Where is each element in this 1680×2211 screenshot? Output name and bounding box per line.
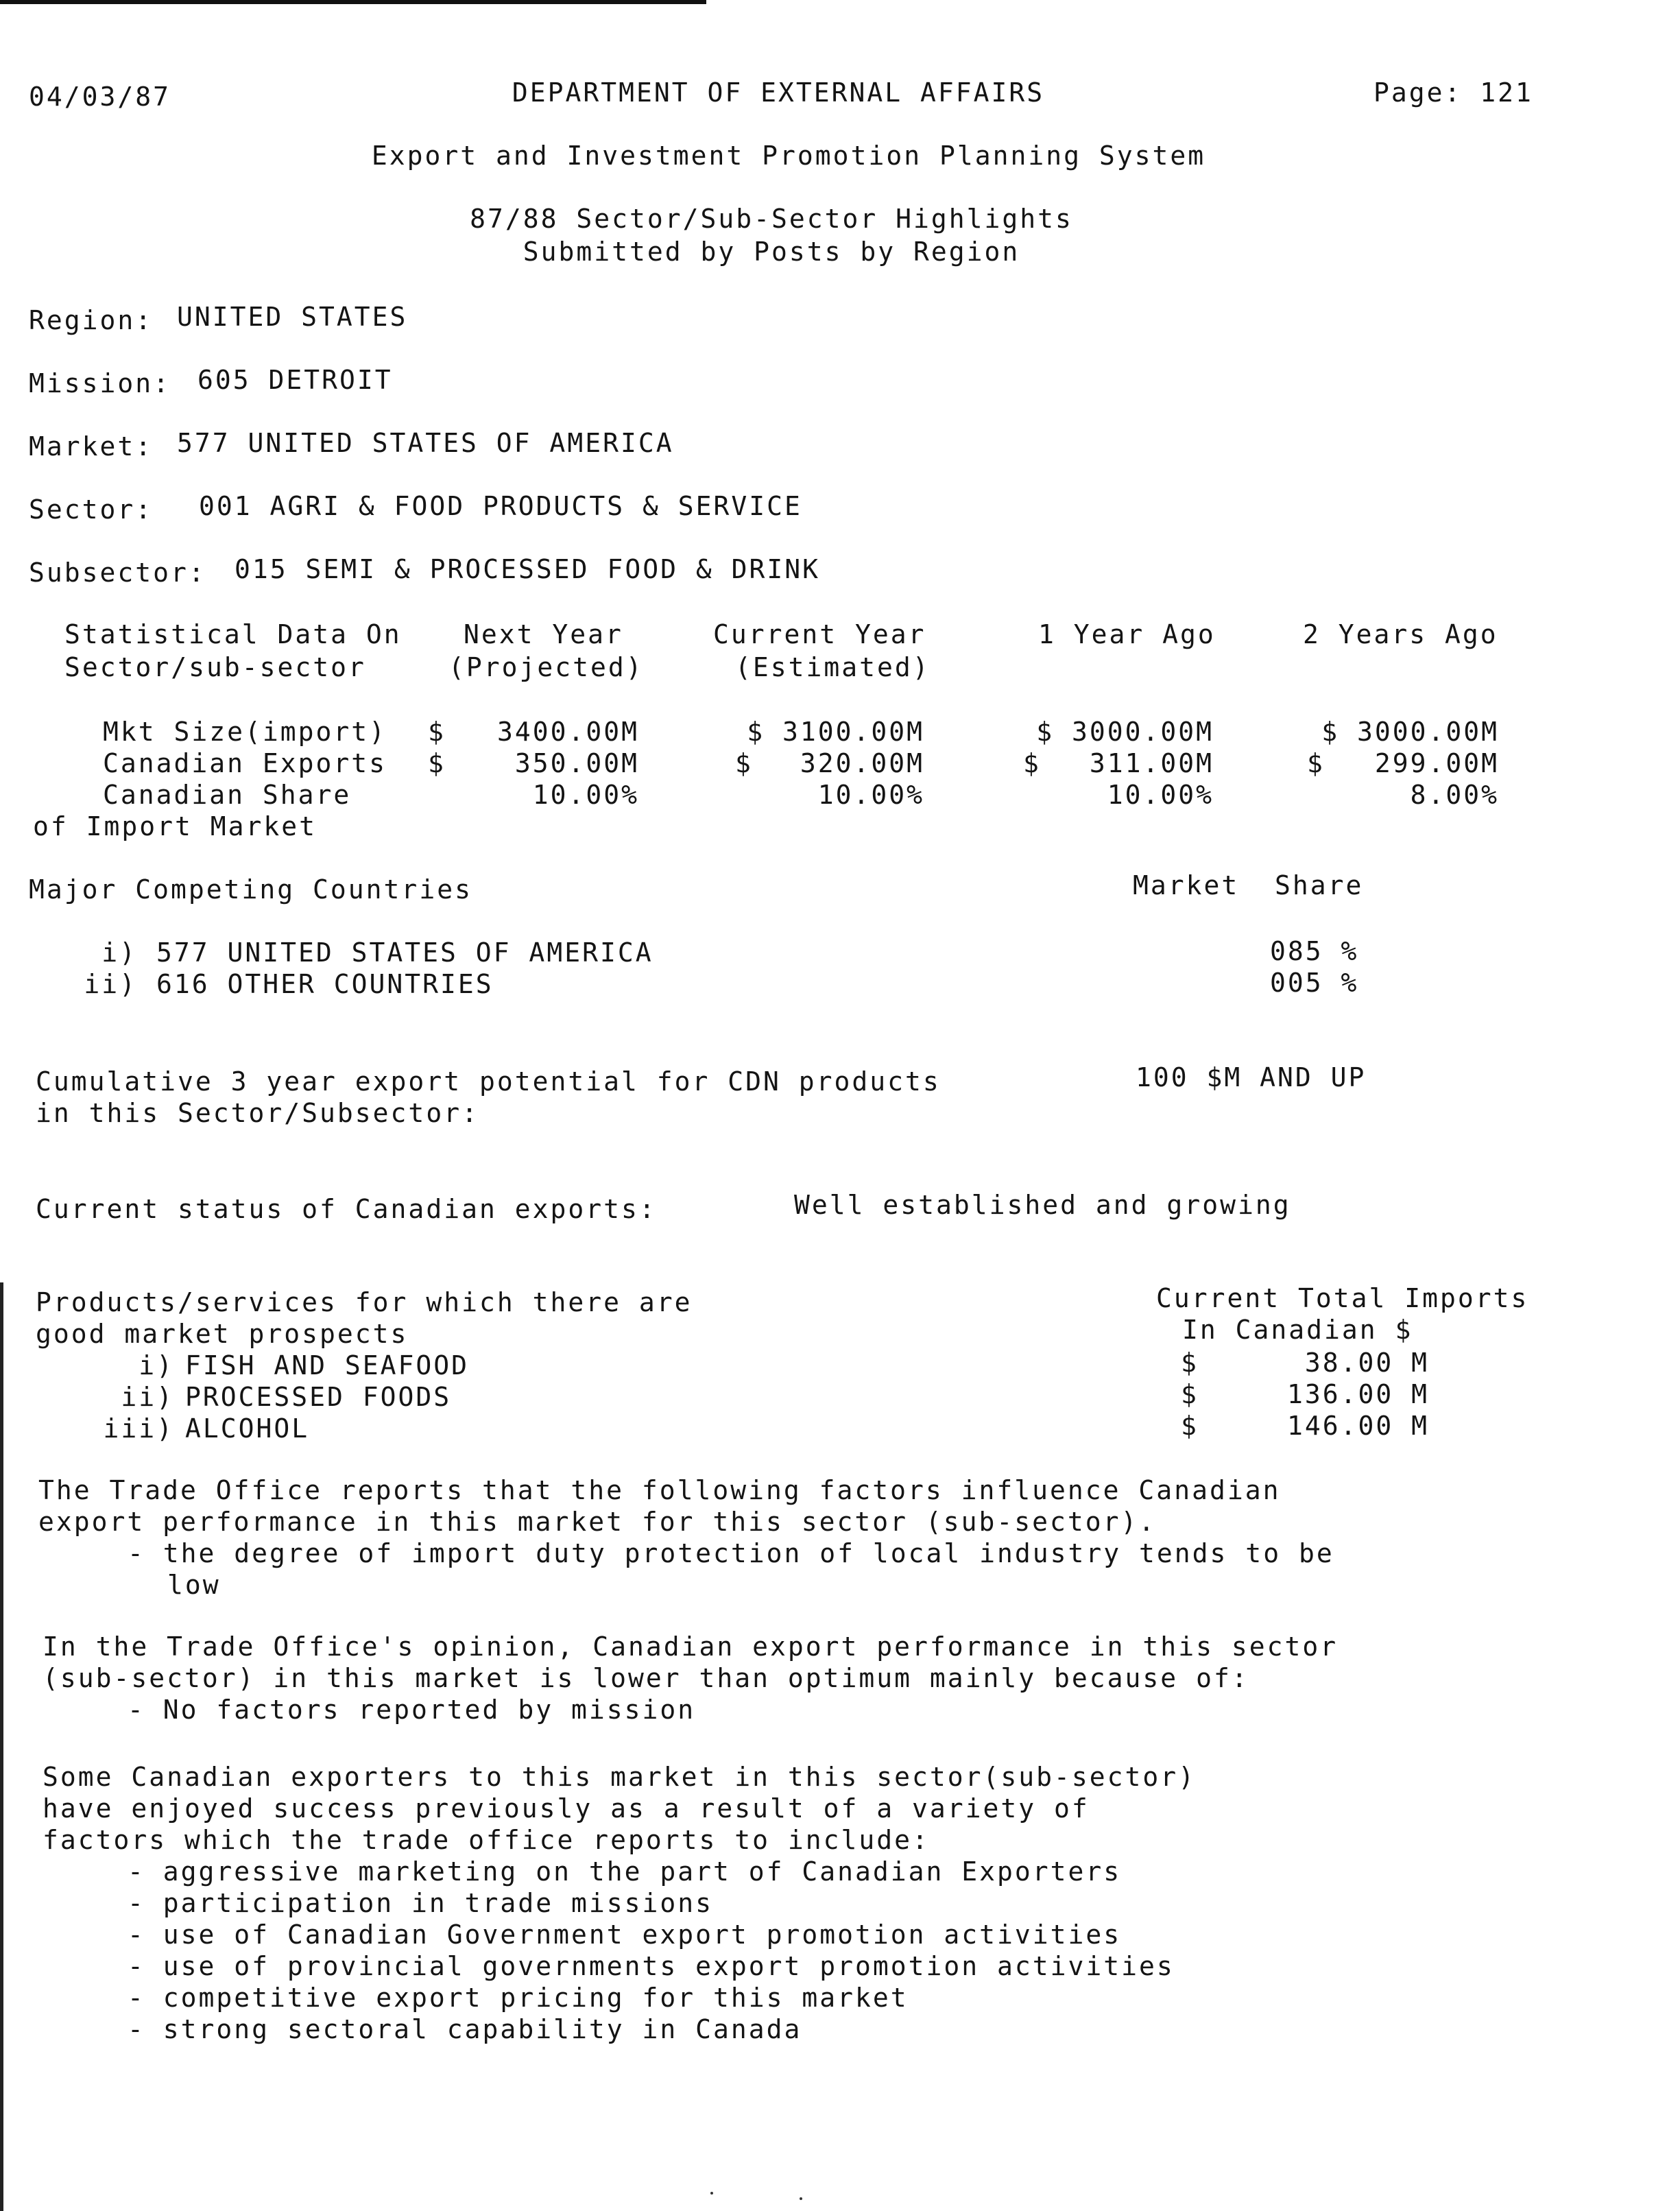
factors-bullet: - the degree of import duty protection of local industry tends to be xyxy=(128,1538,1334,1568)
competitor-name: 577 UNITED STATES OF AMERICA xyxy=(156,937,653,968)
market-value: 577 UNITED STATES OF AMERICA xyxy=(177,428,674,458)
list-item-number: ii) xyxy=(84,969,137,999)
opinion-bullet: - No factors reported by mission xyxy=(128,1695,696,1725)
product-import-value: 146.00 M xyxy=(1286,1411,1429,1441)
table-row-label: Canadian Exports xyxy=(103,748,387,778)
imports-subheading: In Canadian $ xyxy=(1182,1315,1413,1345)
products-heading-line1: Products/services for which there are xyxy=(36,1287,693,1317)
report-date: 04/03/87 xyxy=(29,82,171,112)
competitor-name: 616 OTHER COUNTRIES xyxy=(156,969,494,999)
table-cell: 320.00M xyxy=(800,748,924,778)
success-bullet: - competitive export pricing for this market xyxy=(128,1983,909,2013)
list-item-number: ii) xyxy=(121,1382,174,1412)
subsector-label: Subsector: xyxy=(29,558,206,588)
currency-sign: $ xyxy=(428,748,446,778)
factors-paragraph-line2: export performance in this market for this sector (sub-sector). xyxy=(38,1507,1157,1537)
table-cell: 8.00% xyxy=(1410,780,1499,810)
table-row-label: Canadian Share xyxy=(103,780,352,810)
product-import-value: 38.00 M xyxy=(1304,1348,1429,1378)
product-name: PROCESSED FOODS xyxy=(185,1382,452,1412)
table-row-label: Mkt Size(import) xyxy=(103,717,387,747)
market-share-heading: Market Share xyxy=(1133,870,1364,900)
stats-heading-line1: Statistical Data On xyxy=(64,619,402,649)
currency-sign: $ xyxy=(1023,748,1041,778)
table-row-label-cont: of Import Market xyxy=(33,811,317,841)
currency-sign: $ xyxy=(428,717,446,747)
currency-sign: $ xyxy=(1181,1379,1199,1409)
currency-sign: $ xyxy=(735,748,753,778)
mission-value: 605 DETROIT xyxy=(197,365,393,395)
factors-bullet-cont: low xyxy=(167,1570,221,1600)
table-cell: 3400.00M xyxy=(496,717,639,747)
currency-sign: $ xyxy=(1181,1411,1199,1441)
col-current-year-sub: (Estimated) xyxy=(735,652,931,682)
opinion-paragraph-line2: (sub-sector) in this market is lower than optimum mainly because of: xyxy=(43,1663,1249,1693)
table-cell: 10.00% xyxy=(532,780,639,810)
system-title: Export and Investment Promotion Planning System xyxy=(371,141,1206,171)
table-cell: 299.00M xyxy=(1374,748,1499,778)
department-title: DEPARTMENT OF EXTERNAL AFFAIRS xyxy=(512,77,1045,108)
sector-value: 001 AGRI & FOOD PRODUCTS & SERVICE xyxy=(199,491,802,521)
potential-label-line2: in this Sector/Subsector: xyxy=(36,1098,479,1128)
success-bullet: - aggressive marketing on the part of Canadian Exporters xyxy=(128,1856,1122,1887)
market-label: Market: xyxy=(29,431,154,462)
col-next-year-sub: (Projected) xyxy=(448,652,644,682)
col-next-year: Next Year xyxy=(464,619,623,649)
potential-value: 100 $M AND UP xyxy=(1136,1062,1367,1092)
scan-speck xyxy=(800,2197,802,2200)
stats-heading-line2: Sector/sub-sector xyxy=(64,652,366,682)
opinion-paragraph-line1: In the Trade Office's opinion, Canadian export performance in this sector xyxy=(43,1632,1339,1662)
success-paragraph-line1: Some Canadian exporters to this market in this sector(sub-sector) xyxy=(43,1762,1197,1792)
table-cell: $ 3100.00M xyxy=(747,717,924,747)
success-bullet: - strong sectoral capability in Canada xyxy=(128,2014,802,2044)
success-paragraph-line3: factors which the trade office reports to include: xyxy=(43,1825,930,1855)
top-edge-rule xyxy=(0,0,706,4)
report-subtitle: Submitted by Posts by Region xyxy=(523,237,1020,267)
success-bullet: - use of Canadian Government export promotion activities xyxy=(128,1920,1122,1950)
table-cell: 350.00M xyxy=(514,748,639,778)
col-current-year: Current Year xyxy=(713,619,926,649)
competitor-share: 005 % xyxy=(1270,968,1359,998)
page-number: Page: 121 xyxy=(1373,77,1533,108)
subsector-value: 015 SEMI & PROCESSED FOOD & DRINK xyxy=(235,554,820,584)
list-item-number: i) xyxy=(101,937,137,968)
table-cell: 10.00% xyxy=(817,780,924,810)
sector-label: Sector: xyxy=(29,494,154,525)
potential-label-line1: Cumulative 3 year export potential for CDN products xyxy=(36,1066,941,1097)
table-cell: 311.00M xyxy=(1089,748,1214,778)
currency-sign: $ xyxy=(1181,1348,1199,1378)
product-import-value: 136.00 M xyxy=(1286,1379,1429,1409)
left-edge-rule xyxy=(0,1282,3,2211)
success-paragraph-line2: have enjoyed success previously as a result of a variety of xyxy=(43,1793,1090,1824)
table-cell: $ 3000.00M xyxy=(1321,717,1499,747)
product-name: FISH AND SEAFOOD xyxy=(185,1350,470,1381)
table-cell: $ 3000.00M xyxy=(1036,717,1214,747)
table-cell: 10.00% xyxy=(1107,780,1214,810)
success-bullet: - use of provincial governments export promotion activities xyxy=(128,1951,1175,1981)
status-value: Well established and growing xyxy=(794,1190,1291,1220)
col-one-year-ago: 1 Year Ago xyxy=(1038,619,1216,649)
imports-heading: Current Total Imports xyxy=(1156,1283,1529,1313)
product-name: ALCOHOL xyxy=(185,1413,310,1444)
status-label: Current status of Canadian exports: xyxy=(36,1194,657,1224)
report-title: 87/88 Sector/Sub-Sector Highlights xyxy=(470,204,1073,234)
list-item-number: iii) xyxy=(103,1413,174,1444)
scan-speck xyxy=(710,2192,713,2195)
competitors-heading: Major Competing Countries xyxy=(29,874,472,905)
currency-sign: $ xyxy=(1307,748,1325,778)
region-label: Region: xyxy=(29,305,154,335)
competitor-share: 085 % xyxy=(1270,936,1359,966)
col-two-years-ago: 2 Years Ago xyxy=(1303,619,1498,649)
products-heading-line2: good market prospects xyxy=(36,1319,409,1349)
list-item-number: i) xyxy=(139,1350,174,1381)
success-bullet: - participation in trade missions xyxy=(128,1888,713,1918)
region-value: UNITED STATES xyxy=(177,302,408,332)
mission-label: Mission: xyxy=(29,368,171,398)
factors-paragraph-line1: The Trade Office reports that the following factors influence Canadian xyxy=(38,1475,1281,1505)
